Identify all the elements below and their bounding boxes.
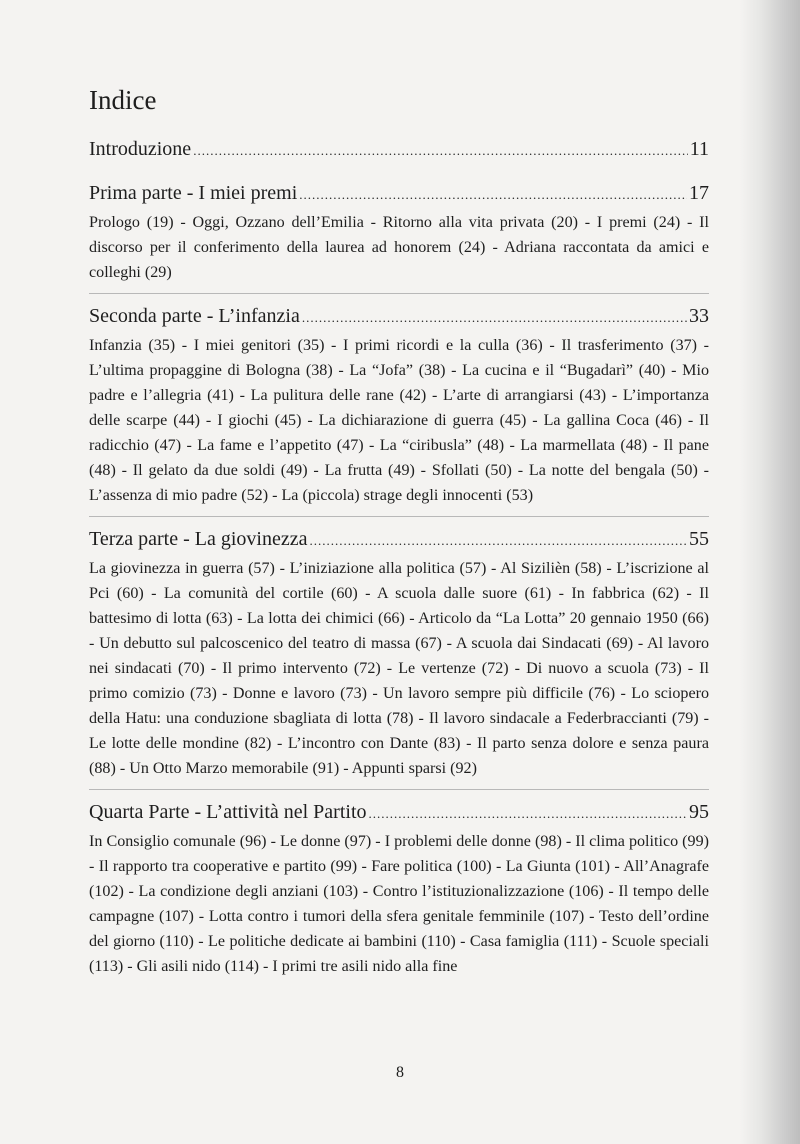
toc-section-title: Prima parte - I miei premi — [89, 182, 298, 204]
toc-section-heading — [89, 797, 709, 829]
toc-entry-title: Introduzione — [89, 138, 192, 160]
page-number: 8 — [396, 1064, 404, 1081]
toc-section-heading — [89, 301, 709, 333]
toc-section-1 — [89, 178, 709, 285]
section-divider — [89, 516, 709, 517]
toc-section-4 — [89, 797, 709, 979]
toc-section-contents: Prologo (19) - Oggi, Ozzano dell’Emilia - Ritorno alla vita privata (20) - I premi (24) - Il discorso per il conferimento della laurea ad honorem (24) - Adriana raccontata da amici e colleghi (29) — [89, 214, 709, 281]
toc-section-contents: In Consiglio comunale (96) - Le donne (97) - I problemi delle donne (98) - Il clima politico (99) - Il rapporto tra cooperative e partito (99) - Fare politica (100) - La Giunta (101) - All’Anagrafe (102) - La condizione degli anziani (103) - Contro l’istituzionalizzazione (106) - Il tempo delle campagne (107) - Lotta contro i tumori della sfera genitale femminile (107) - Testo dell’ordine del giorno (110) - Le politiche dedicate ai bambini (110) - Casa famiglia (111) - Scuole speciali (113) - Gli asili nido (114) - I primi tre asili nido alla fine — [89, 833, 709, 975]
section-divider — [89, 293, 709, 294]
toc-section-heading — [89, 524, 709, 556]
toc-section-page: 55 — [689, 528, 709, 550]
toc-section-heading — [89, 178, 709, 210]
index-page — [89, 82, 709, 979]
toc-section-3 — [89, 524, 709, 781]
dot-leader — [309, 526, 687, 556]
toc-entry-page: 11 — [689, 138, 709, 160]
dot-leader — [299, 180, 687, 210]
toc-section-contents: Infanzia (35) - I miei genitori (35) - I primi ricordi e la culla (36) - Il trasferimento (37) - L’ultima propaggine di Bologna (38) - La “Jofa” (38) - La cucina e il “Bugadarì” (40) - Mio padre e l’allegria (41) - La pulitura delle rane (42) - L’arte di arrangiarsi (43) - L’importanza delle scarpe (44) - I giochi (45) - La dichiarazione di guerra (45) - La gallina Coca (46) - Il radicchio (47) - La fame e l’appetito (47) - La “ciribusla” (48) - La marmellata (48) - Il pane (48) - Il gelato da due soldi (49) - La frutta (49) - Sfollati (50) - La notte del bengala (50) - L’assenza di mio padre (52) - La (piccola) strage degli innocenti (53) — [89, 337, 709, 504]
index-title: Indice — [89, 85, 157, 115]
toc-section-page: 33 — [689, 305, 709, 327]
toc-section-title: Terza parte - La giovinezza — [89, 528, 308, 550]
toc-section-title: Seconda parte - L’infanzia — [89, 305, 300, 327]
page-gutter-shadow — [740, 0, 800, 1144]
dot-leader — [193, 136, 688, 166]
toc-entry-introduction — [89, 134, 709, 166]
toc-section-contents: La giovinezza in guerra (57) - L’iniziazione alla politica (57) - Al Sizilièn (58) - L’iscrizione al Pci (60) - La comunità del cortile (60) - A scuola dalle suore (61) - In fabbrica (62) - Il battesimo di lotta (63) - La lotta dei chimici (66) - Articolo da “La Lotta” 20 gennaio 1950 (66) - Un debutto sul palcoscenico del teatro di massa (67) - A scuola dai Sindacati (69) - Al lavoro nei sindacati (70) - Il primo intervento (72) - Le vertenze (72) - Di nuovo a scuola (73) - Il primo comizio (73) - Donne e lavoro (73) - Un lavoro sempre più difficile (76) - Lo sciopero della Hatu: una conduzione sbagliata di lotta (78) - Il lavoro sindacale a Federbraccianti (79) - Le lotte delle mondine (82) - L’incontro con Dante (83) - Il parto senza dolore e senza paura (88) - Un Otto Marzo memorabile (91) - Appunti sparsi (92) — [89, 560, 709, 777]
toc-section-2 — [89, 301, 709, 508]
toc-section-page: 95 — [689, 801, 709, 823]
dot-leader — [369, 799, 687, 829]
dot-leader — [302, 303, 687, 333]
toc-section-title: Quarta Parte - L’attività nel Partito — [89, 801, 367, 823]
section-divider — [89, 789, 709, 790]
toc-section-page: 17 — [689, 182, 709, 204]
